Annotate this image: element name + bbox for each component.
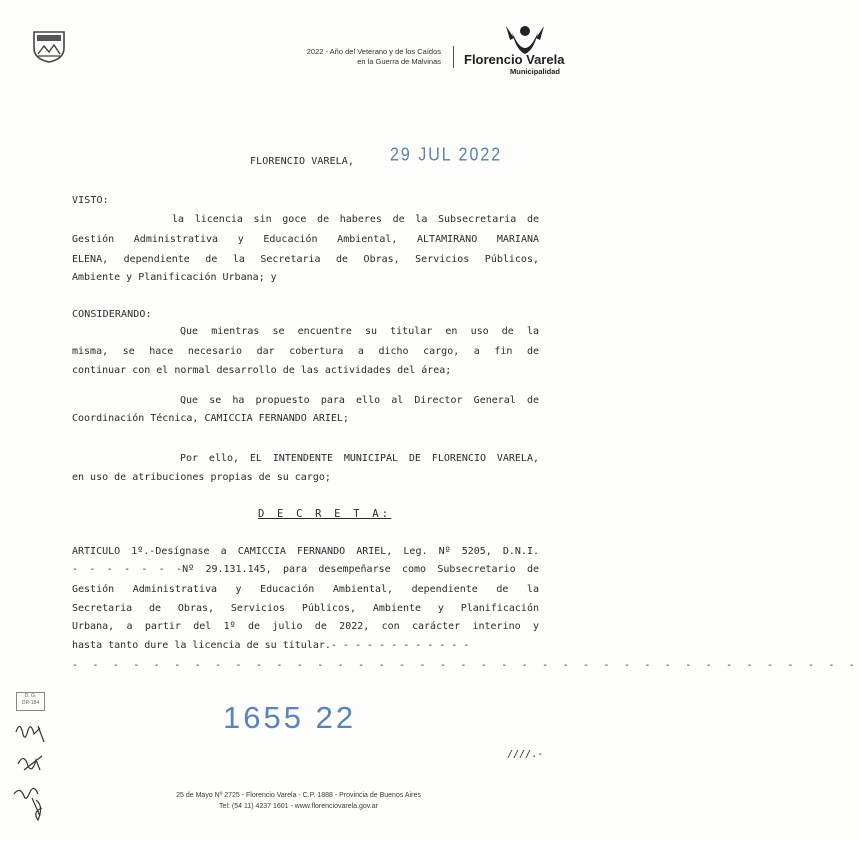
visto-line: la licencia sin goce de haberes de la Subsecretaria de <box>172 214 539 225</box>
header-tagline: 2022 - Año del Veterano y de los Caídos en la Guerra de Malvinas <box>306 47 441 66</box>
considerando-line: Que se ha propuesto para ello al Director General de <box>180 395 539 406</box>
decreta-heading: D E C R E T A: <box>258 508 392 520</box>
continuation-mark: ////.- <box>507 749 544 760</box>
considerando-line: Por ello, EL INTENDENTE MUNICIPAL DE FLORENCIO VARELA, <box>180 453 539 464</box>
considerando-line: misma, se hace necesario dar cobertura a dicho cargo, a fin de <box>72 346 539 357</box>
articulo-line: Secretaria de Obras, Servicios Públicos, Ambiente y Planificación <box>72 603 539 614</box>
considerando-line: Que mientras se encuentre su titular en uso de la <box>180 326 539 337</box>
visto-line: Gestión Administrativa y Educación Ambiental, ALTAMIRANO MARIANA <box>72 234 539 245</box>
dash-line: - - - - - - - - - - - - - - - - - - - - - - - - - - - - - - - - - - - - - - - <box>72 660 859 671</box>
considerando-heading: CONSIDERANDO: <box>72 309 152 320</box>
footer-address: 25 de Mayo Nº 2725 - Florencio Varela - C.P. 1888 - Provincia de Buenos Aires Tel: (54 11) 4237 1601 - www.florenciovarela.gov.ar <box>176 792 421 810</box>
shield-seal-icon <box>30 26 68 64</box>
considerando-line: Coordinación Técnica, CAMICCIA FERNANDO ARIEL; <box>72 413 349 424</box>
articulo-line: ARTICULO 1º.-Desígnase a CAMICCIA FERNANDO ARIEL, Leg. Nº 5205, D.N.I. <box>72 546 539 557</box>
considerando-line: continuar con el normal desarrollo de las actividades del área; <box>72 365 452 376</box>
considerando-line: en uso de atribuciones propias de su cargo; <box>72 472 331 483</box>
place-line: FLORENCIO VARELA, <box>250 156 355 167</box>
visto-line: Ambiente y Planificación Urbana; y <box>72 272 277 283</box>
articulo-line: Gestión Administrativa y Educación Ambiental, dependiente de la <box>72 584 539 595</box>
articulo-line: Urbana, a partir del 1º de julio de 2022, con carácter interino y <box>72 621 539 632</box>
date-stamp: 29 JUL 2022 <box>390 145 503 166</box>
articulo-line: hasta tanto dure la licencia de su titular.- - - - - - - - - - - - <box>72 640 470 651</box>
visto-heading: VISTO: <box>72 195 109 206</box>
decree-number-stamp: 1655 22 <box>223 700 357 735</box>
visto-line: ELENA, dependiente de la Secretaria de Obras, Servicios Públicos, <box>72 254 539 265</box>
articulo-line: - - - - - - -Nº 29.131.145, para desempeñarse como Subsecretario de <box>72 564 539 575</box>
logo-subtitle: Municipalidad <box>510 67 561 76</box>
margin-stamp: D. G. DR-184 <box>16 692 45 711</box>
logo-name: Florencio Varela <box>464 52 565 67</box>
header-divider <box>453 46 454 68</box>
